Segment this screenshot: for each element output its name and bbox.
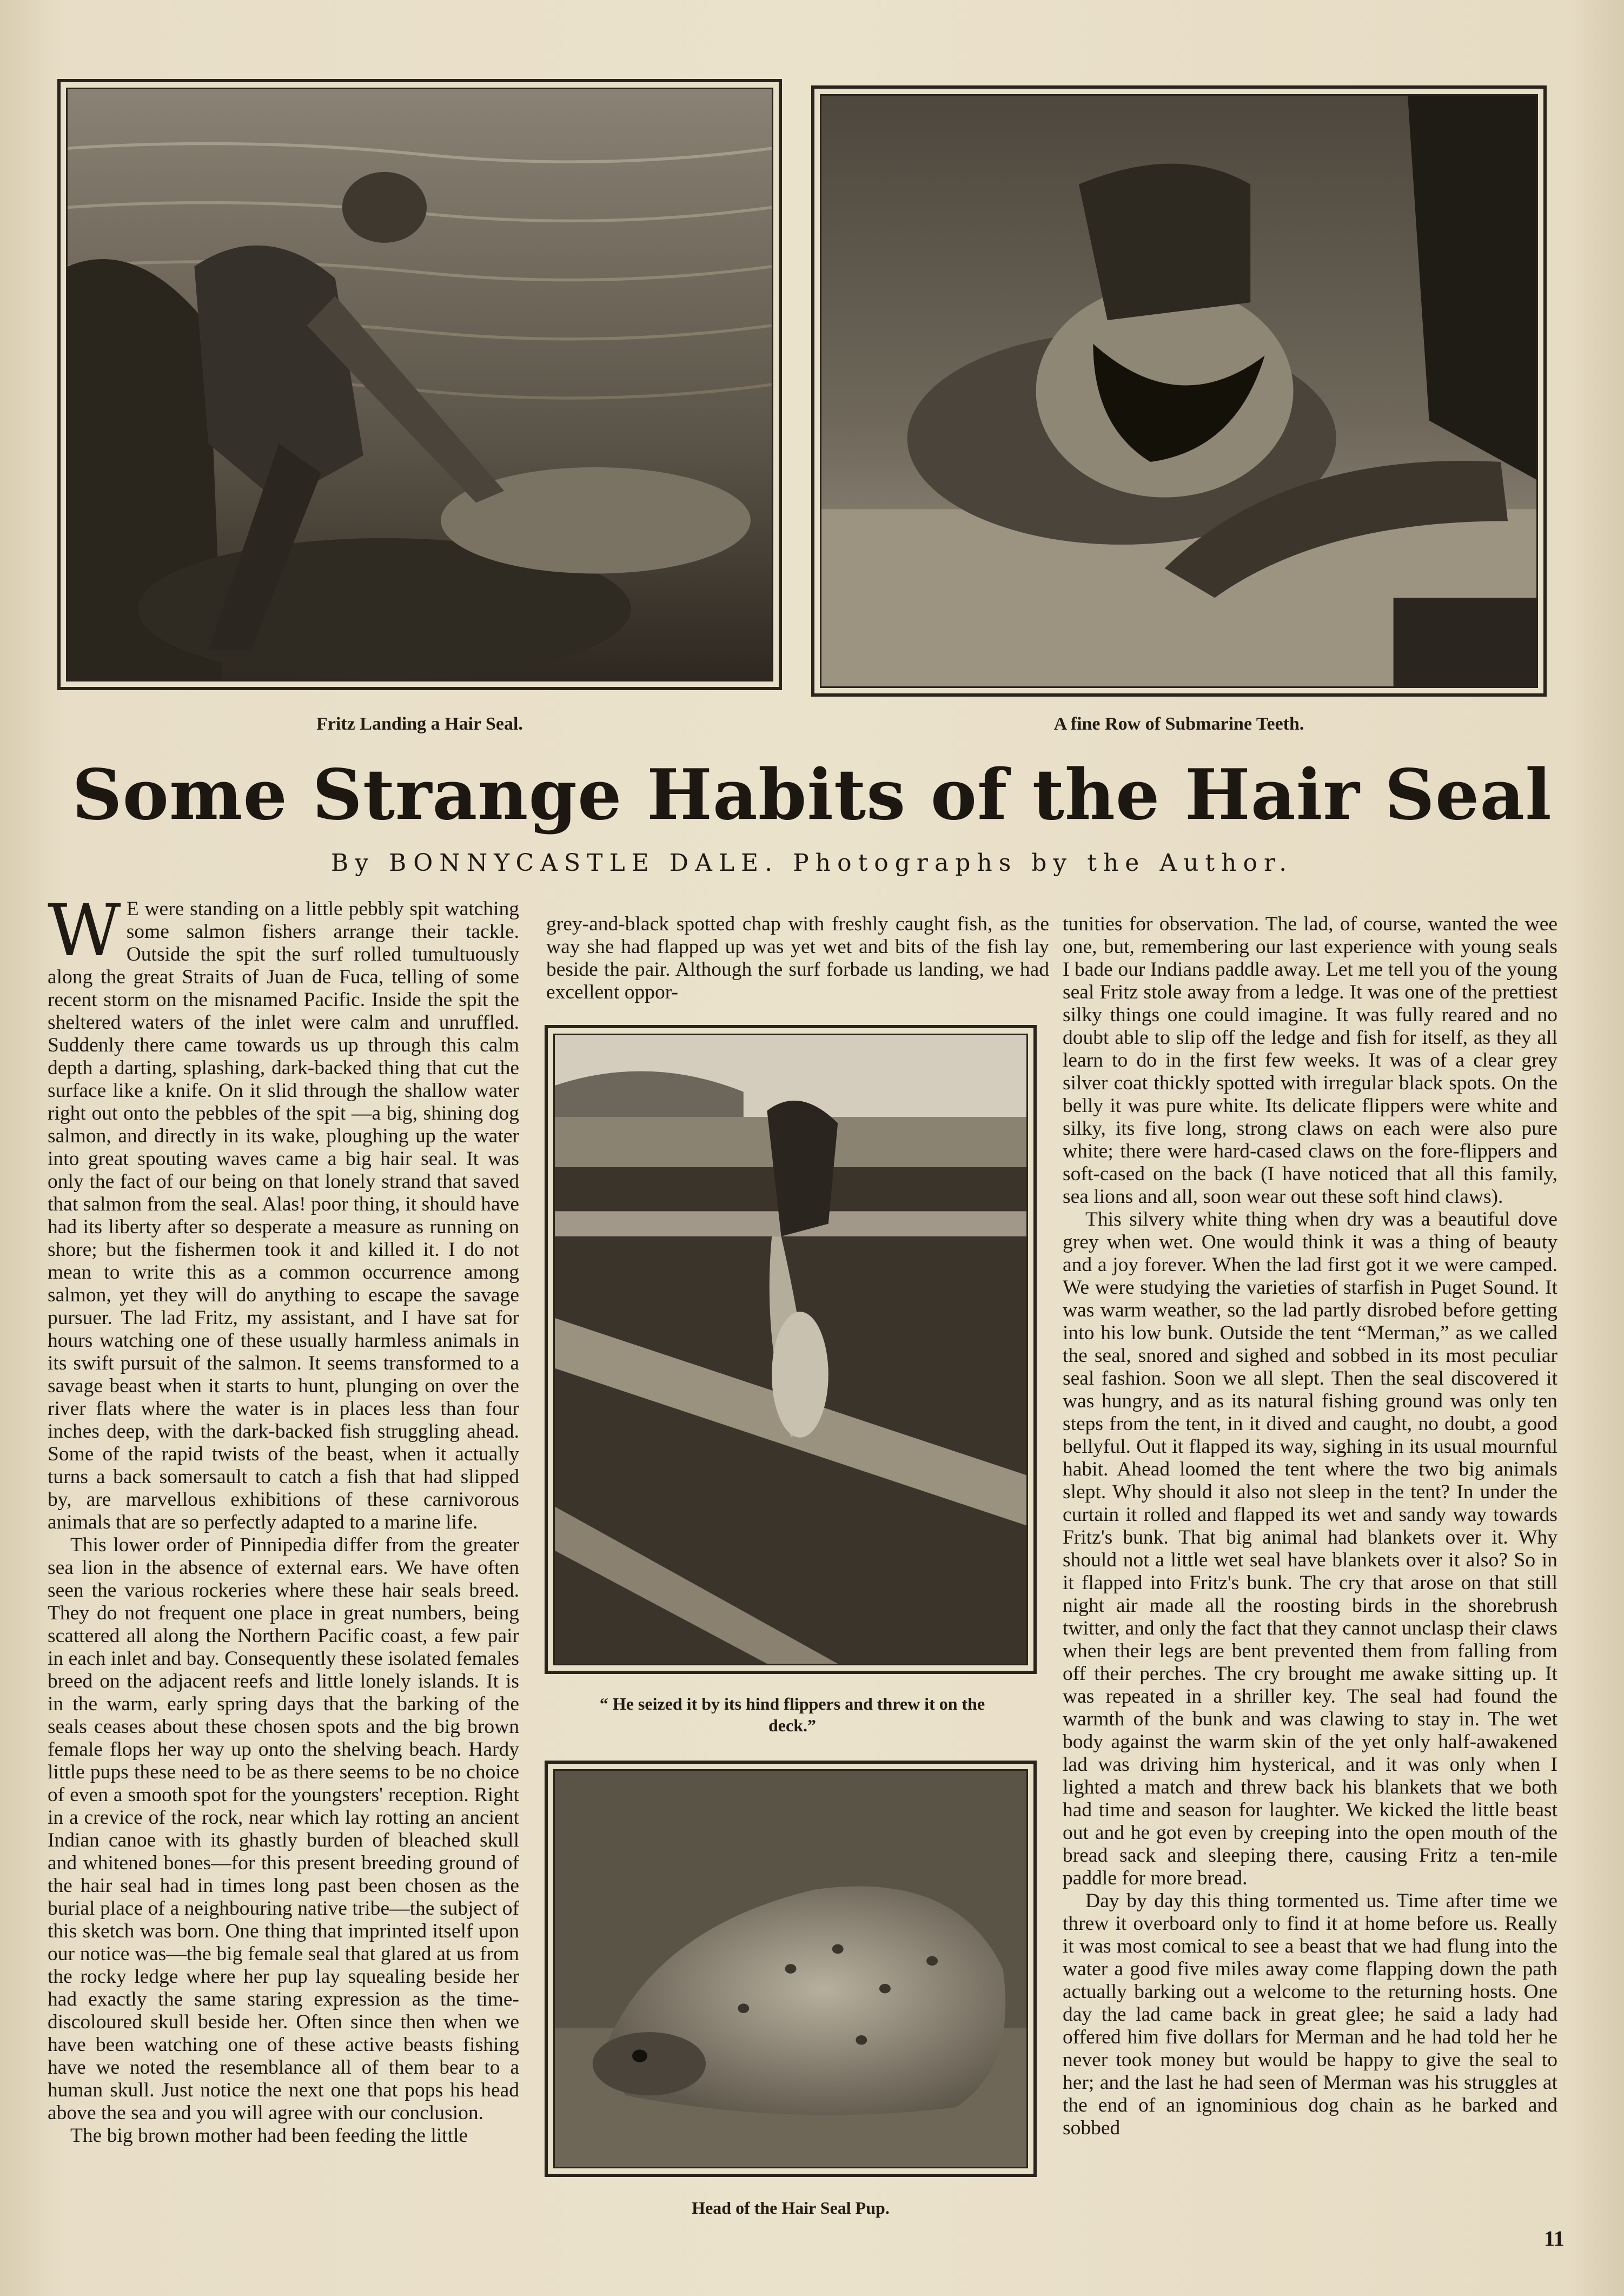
photo-image bbox=[555, 1035, 1026, 1664]
photo-seal-pup-head bbox=[545, 1761, 1037, 2177]
photo-fritz-landing-seal bbox=[57, 79, 782, 690]
photo-image bbox=[555, 1771, 1026, 2167]
article-title: Some Strange Habits of the Hair Seal bbox=[72, 755, 1552, 836]
column-1 bbox=[48, 889, 519, 2218]
paragraph-tormented: Day by day this thing tormented us. Time after time we threw it overboard only to find it at home before us. Really it was most comical to see a beast that we had flung into the water a good five miles away come flapping down the path actually barking out a welcome to the returning hosts. One day the lad came back in great glee; he said a lady had offered him five dollars for Merman and he had told her he never took money but would be happy to give the seal to her; and the last he had seen of Merman was his struggles at the end of an ignominious dog chain as he barked and sobbed bbox=[1063, 1890, 1557, 2139]
column-2-text bbox=[546, 913, 1049, 1004]
drop-cap: W bbox=[48, 889, 121, 972]
photo-image bbox=[68, 89, 772, 680]
paragraph-pinnipedia: This lower order of Pinnipedia differ from the greater sea lion in the absence of external ears. We have often seen the various rockeries where these hair seals breed. They do not frequent one place in great numbers, being scattered all along the Northern Pacific coast, a few pair in each inlet and bay. Consequently these isolated females breed on the adjacent reefs and little lonely islands. It is in the warm, early spring days that the barking of the seals ceases about these chosen spots and the big brown female flops her way up onto the shelving beach. Hardy little pups these need to be as there seems to be no choice of even a smooth spot for the youngsters' reception. Right in a crevice of the rock, near which lay rotting an ancient Indian canoe with its ghastly burden of bleached skull and whitened bones—for this present breeding ground of the hair seal had in times long past been chosen as the burial place of a neighbouring native tribe—the subject of this sketch was born. One thing that imprinted itself upon our notice was—the big female seal that glared at us from the rocky ledge where her pup lay squealing beside her had exactly the same staring expression as the time-discoloured skull beside her. Often since then when we have been watching one of these active beasts fishing have we noted the resemblance all of them bear to a human skull. Just notice the next one that pops his head above the sea and you will agree with our conclusion. bbox=[48, 1534, 519, 2124]
caption-seized-by-flippers: “ He seized it by its hind flippers and threw it on the deck.” bbox=[599, 1694, 985, 1735]
paragraph-merman: This silvery white thing when dry was a beautiful dove grey when wet. One would think it was a thing of beauty and a joy forever. When the lad first got it we were camped. We were studying the varieties of starfish in Puget Sound. It was warm weather, so the lad partly disrobed before getting into his low bunk. Outside the tent “Merman,” as we called the seal, snored and sighed and sobbed in its most peculiar seal fashion. Soon we all slept. Then the seal discovered it was hungry, and as its natural fishing ground was only ten steps from the tent, in it dived and caught, no doubt, a good bellyful. Out it flapped its way, sighing in its usual mournful habit. Ahead loomed the tent where the two big animals slept. Why should it also not sleep in the tent? In under the curtain it rolled and flapped its wet and sandy way towards Fritz's bunk. That big animal had blankets over it. Why should not a little wet seal have blankets over it also? So in it flapped into Fritz's bunk. The cry that arose on that still night air made all the roosting birds in the shorebrush twitter, and only the fact that they cannot unclasp their claws when their legs are bent prevented them from falling from off their perches. The cry brought me awake sitting up. It was repeated in a shriller key. The seal had found the warmth of the bunk and was clawing to stay in. The wet body against the warm skin of the yet only half-awakened lad was driving him hysterical, and it was only when I lighted a match and threw back his blankets that we both had time and season for laughter. We kicked the little beast out and he got even by creeping into the open mouth of the bread sack and sleeping there, causing Fritz a ten-mile paddle for more bread. bbox=[1063, 1208, 1557, 1889]
caption-submarine-teeth: A fine Row of Submarine Teeth. bbox=[1053, 714, 1304, 734]
caption-seal-pup-head: Head of the Hair Seal Pup. bbox=[692, 2198, 890, 2218]
paragraph-brown-mother: The big brown mother had been feeding the little bbox=[70, 2125, 468, 2147]
paragraph-observation: tunities for observation. The lad, of course, wanted the wee one, but, remembering our last experience with young seals I bade our Indians paddle away. Let me tell you of the young seal Fritz stole away from a ledge. It was one of the prettiest silky things one could imagine. It was fully reared and no doubt able to slip off the ledge and fish for itself, as they all learn to do in the first few weeks. It was of a clear grey silver coat thickly spotted with irregular black spots. On the belly it was pure white. Its delicate flippers were white and silky, its five long, strong claws on each were also pure white; there were hard-cased claws on the fore-flippers and soft-cased on the back (I have noticed that all this family, sea lions and all, soon wear out these soft hind claws). bbox=[1063, 913, 1557, 1208]
photo-image bbox=[821, 96, 1536, 686]
column-3 bbox=[1063, 913, 1557, 2222]
photo-submarine-teeth bbox=[811, 85, 1547, 697]
paragraph-opening bbox=[48, 889, 519, 1534]
paragraph-text: E were standing on a little pebbly spit watching some salmon fishers arrange their tackle. Outside the spit the surf rolled tumultuously along the great Straits of Juan de Fuca, telling of some recent storm on the misnamed Pacific. Inside the spit the sheltered waters of the inlet were calm and unruffled. Suddenly there came towards us up through this calm depth a darting, splashing, dark-backed thing that cut the surface like a knife. On it slid through the shallow water right out onto the pebbles of the spit —a big, shining dog salmon, and directly in its wake, ploughing up the water into great spouting waves came a big hair seal. It was only the fact of our being on that lonely strand that saved that salmon from the seal. Alas! poor thing, it should have had its liberty after so desperate a measure as running on shore; but the fishermen took it and killed it. I do not mean to write this as a common occurrence among salmon, yet they will do anything to escape the savage pursuer. The lad Fritz, my assistant, and I have sat for hours watching one of these usually harmless animals in its swift pursuit of the salmon. It seems transformed to a savage beast when it starts to hunt, plunging on over the river flats where the water is in places less than four inches deep, with the dark-backed fish struggling ahead. Some of the rapid twists of the beast, when it actually turns a back somersault to catch a fish that had slipped by, are marvellous exhibitions of these carnivorous animals that are so perfectly adapted to a marine life. bbox=[48, 898, 519, 1533]
caption-fritz-landing-seal: Fritz Landing a Hair Seal. bbox=[316, 714, 523, 734]
page-number: 11 bbox=[1544, 2226, 1565, 2251]
article-byline: By BONNYCASTLE DALE. Photographs by the Author. bbox=[330, 849, 1294, 877]
photo-seized-by-flippers bbox=[545, 1025, 1037, 1674]
paragraph-continued: grey-and-black spotted chap with freshly caught fish, as the way she had flapped up was yet wet and bits of the fish lay beside the pair. Although the surf forbade us landing, we had excellent oppor- bbox=[546, 913, 1049, 1003]
